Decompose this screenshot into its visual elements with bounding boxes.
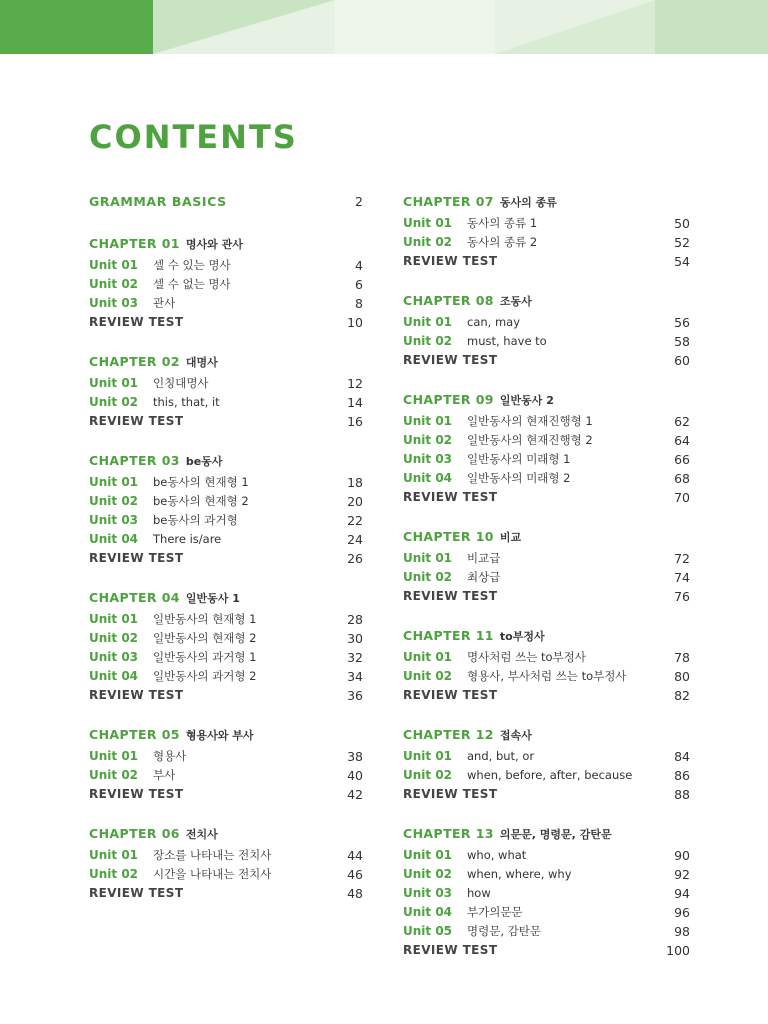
chapter-label: CHAPTER 12 — [403, 727, 494, 742]
chapter-heading[interactable] — [403, 822, 703, 846]
unit-title: 부사 — [153, 768, 176, 782]
page-number: 66 — [674, 452, 690, 467]
unit-label: Unit 02 — [403, 570, 453, 584]
page-number: 20 — [347, 494, 363, 509]
unit-title: 부가의문문 — [467, 905, 523, 919]
page-number: 42 — [347, 787, 363, 802]
unit-label: Unit 01 — [89, 749, 139, 763]
chapter-heading[interactable] — [89, 822, 369, 846]
unit-label: Unit 01 — [89, 612, 139, 626]
banner-dark-block — [0, 0, 153, 54]
unit-title: 시간을 나타내는 전치사 — [153, 867, 272, 881]
banner-shape — [495, 0, 655, 54]
review-test-row[interactable] — [403, 587, 703, 606]
unit-row[interactable] — [89, 256, 369, 275]
review-test-row[interactable] — [403, 785, 703, 804]
page-number: 24 — [347, 532, 363, 547]
unit-row[interactable] — [89, 629, 369, 648]
page-number: 58 — [674, 334, 690, 349]
unit-title: 일반동사의 과거형 2 — [153, 669, 257, 683]
unit-title: when, before, after, because — [467, 768, 633, 782]
page-number: 70 — [674, 490, 690, 505]
page-number: 12 — [347, 376, 363, 391]
chapter-block — [89, 350, 369, 431]
page-number: 52 — [674, 235, 690, 250]
review-test-row[interactable] — [89, 313, 369, 332]
chapter-title: 일반동사 1 — [185, 592, 240, 605]
unit-row[interactable] — [403, 313, 703, 332]
unit-row[interactable] — [403, 865, 703, 884]
chapter-label: CHAPTER 10 — [403, 529, 494, 544]
page-number: 2 — [355, 194, 363, 209]
chapter-label: CHAPTER 05 — [89, 727, 180, 742]
unit-label: Unit 03 — [403, 886, 453, 900]
chapter-label: CHAPTER 07 — [403, 194, 494, 209]
page-title: CONTENTS — [89, 118, 298, 156]
unit-label: Unit 01 — [403, 315, 453, 329]
chapter-title: 일반동사 2 — [499, 394, 554, 407]
unit-title: 셀 수 없는 명사 — [153, 277, 231, 291]
section-label: GRAMMAR BASICS — [89, 194, 227, 209]
unit-title: There is/are — [153, 532, 222, 546]
chapter-title: 대명사 — [185, 356, 218, 369]
chapter-title: 접속사 — [499, 729, 532, 742]
unit-title: and, but, or — [467, 749, 535, 763]
unit-row[interactable] — [89, 747, 369, 766]
unit-title: how — [467, 886, 491, 900]
unit-label: Unit 02 — [89, 631, 139, 645]
unit-label: Unit 04 — [89, 532, 139, 546]
chapter-title: 의문문, 명령문, 감탄문 — [499, 828, 612, 841]
review-test-label: REVIEW TEST — [89, 787, 184, 801]
unit-label: Unit 01 — [403, 749, 453, 763]
unit-row[interactable] — [403, 450, 703, 469]
unit-row[interactable] — [89, 374, 369, 393]
unit-label: Unit 03 — [403, 452, 453, 466]
review-test-label: REVIEW TEST — [403, 787, 498, 801]
unit-title: 일반동사의 현재형 1 — [153, 612, 257, 626]
unit-title: 비교급 — [467, 551, 501, 565]
chapter-label: CHAPTER 01 — [89, 236, 180, 251]
page-number: 54 — [674, 254, 690, 269]
chapter-title: to부정사 — [499, 630, 545, 643]
banner-shape — [153, 0, 335, 54]
unit-row[interactable] — [403, 903, 703, 922]
page-number: 30 — [347, 631, 363, 646]
unit-label: Unit 04 — [403, 905, 453, 919]
page-number: 72 — [674, 551, 690, 566]
page-number: 26 — [347, 551, 363, 566]
chapter-title: 전치사 — [185, 828, 218, 841]
unit-title: 일반동사의 과거형 1 — [153, 650, 257, 664]
chapter-label: CHAPTER 08 — [403, 293, 494, 308]
unit-title: 형용사, 부사처럼 쓰는 to부정사 — [467, 669, 627, 683]
toc-right-column — [403, 190, 703, 978]
review-test-row[interactable] — [89, 884, 369, 903]
unit-row[interactable] — [89, 648, 369, 667]
review-test-label: REVIEW TEST — [403, 490, 498, 504]
review-test-row[interactable] — [403, 941, 703, 960]
page-number: 46 — [347, 867, 363, 882]
page-number: 100 — [666, 943, 690, 958]
unit-label: Unit 02 — [89, 277, 139, 291]
review-test-row[interactable] — [403, 686, 703, 705]
page-number: 40 — [347, 768, 363, 783]
chapter-heading[interactable] — [89, 232, 369, 256]
chapter-title: 조동사 — [499, 295, 532, 308]
chapter-heading[interactable] — [403, 388, 703, 412]
page-number: 64 — [674, 433, 690, 448]
unit-label: Unit 04 — [403, 471, 453, 485]
chapter-block — [89, 586, 369, 705]
chapter-label: CHAPTER 13 — [403, 826, 494, 841]
page-number: 8 — [355, 296, 363, 311]
chapter-label: CHAPTER 11 — [403, 628, 494, 643]
chapter-block — [403, 624, 703, 705]
header-banner — [0, 0, 768, 54]
chapter-title: 형용사와 부사 — [185, 729, 254, 742]
unit-label: Unit 01 — [403, 650, 453, 664]
page-number: 92 — [674, 867, 690, 882]
page-number: 4 — [355, 258, 363, 273]
chapter-heading[interactable] — [89, 723, 369, 747]
toc-left-column — [89, 190, 369, 921]
review-test-label: REVIEW TEST — [403, 688, 498, 702]
unit-label: Unit 02 — [403, 768, 453, 782]
page-number: 34 — [347, 669, 363, 684]
unit-title: must, have to — [467, 334, 547, 348]
page-number: 48 — [347, 886, 363, 901]
review-test-row[interactable] — [403, 252, 703, 271]
unit-title: 동사의 종류 2 — [467, 235, 538, 249]
page-number: 16 — [347, 414, 363, 429]
unit-row[interactable] — [89, 667, 369, 686]
unit-title: be동사의 현재형 1 — [153, 475, 249, 489]
unit-title: 장소를 나타내는 전치사 — [153, 848, 272, 862]
unit-label: Unit 01 — [403, 414, 453, 428]
unit-row[interactable] — [403, 846, 703, 865]
unit-row[interactable] — [89, 846, 369, 865]
banner-shape — [655, 0, 768, 54]
chapter-label: CHAPTER 06 — [89, 826, 180, 841]
unit-title: 명사처럼 쓰는 to부정사 — [467, 650, 586, 664]
unit-label: Unit 02 — [403, 669, 453, 683]
review-test-row[interactable] — [89, 549, 369, 568]
unit-row[interactable] — [403, 332, 703, 351]
chapter-block — [403, 525, 703, 606]
unit-label: Unit 01 — [89, 848, 139, 862]
page-number: 44 — [347, 848, 363, 863]
chapter-heading[interactable] — [89, 586, 369, 610]
page-number: 62 — [674, 414, 690, 429]
chapter-block — [403, 723, 703, 804]
chapter-title: 동사의 종류 — [499, 196, 557, 209]
unit-row[interactable] — [89, 393, 369, 412]
review-test-label: REVIEW TEST — [89, 551, 184, 565]
unit-row[interactable] — [89, 275, 369, 294]
unit-label: Unit 02 — [89, 494, 139, 508]
grammar-basics-entry — [89, 190, 369, 214]
unit-row[interactable] — [403, 922, 703, 941]
unit-title: 일반동사의 현재형 2 — [153, 631, 257, 645]
unit-row[interactable] — [89, 511, 369, 530]
unit-title: 동사의 종류 1 — [467, 216, 538, 230]
page-number: 84 — [674, 749, 690, 764]
chapter-heading[interactable] — [403, 190, 703, 214]
unit-row[interactable] — [403, 233, 703, 252]
unit-label: Unit 05 — [403, 924, 453, 938]
unit-label: Unit 04 — [89, 669, 139, 683]
unit-row[interactable] — [403, 648, 703, 667]
unit-label: Unit 01 — [89, 376, 139, 390]
chapter-heading[interactable] — [89, 350, 369, 374]
unit-label: Unit 03 — [89, 296, 139, 310]
unit-row[interactable] — [89, 473, 369, 492]
chapter-label: CHAPTER 02 — [89, 354, 180, 369]
unit-label: Unit 01 — [89, 258, 139, 272]
page-number: 28 — [347, 612, 363, 627]
chapter-title: 명사와 관사 — [185, 238, 243, 251]
page-number: 80 — [674, 669, 690, 684]
unit-row[interactable] — [403, 568, 703, 587]
unit-row[interactable] — [89, 530, 369, 549]
unit-label: Unit 02 — [89, 768, 139, 782]
page-number: 56 — [674, 315, 690, 330]
unit-label: Unit 03 — [89, 650, 139, 664]
banner-shape — [335, 0, 495, 54]
page-number: 78 — [674, 650, 690, 665]
page-number: 50 — [674, 216, 690, 231]
unit-title: 일반동사의 미래형 2 — [467, 471, 571, 485]
chapter-heading[interactable] — [403, 525, 703, 549]
page-number: 90 — [674, 848, 690, 863]
review-test-label: REVIEW TEST — [89, 315, 184, 329]
chapter-label: CHAPTER 03 — [89, 453, 180, 468]
chapter-title: 비교 — [499, 531, 522, 544]
unit-title: can, may — [467, 315, 521, 329]
chapter-label: CHAPTER 04 — [89, 590, 180, 605]
toc-row[interactable] — [89, 190, 369, 214]
page-number: 10 — [347, 315, 363, 330]
unit-label: Unit 01 — [89, 475, 139, 489]
review-test-label: REVIEW TEST — [403, 254, 498, 268]
review-test-label: REVIEW TEST — [403, 943, 498, 957]
review-test-row[interactable] — [89, 686, 369, 705]
unit-title: 최상급 — [467, 570, 501, 584]
chapter-block — [89, 723, 369, 804]
review-test-row[interactable] — [403, 351, 703, 370]
unit-title: 형용사 — [153, 749, 187, 763]
unit-label: Unit 01 — [403, 551, 453, 565]
page-number: 96 — [674, 905, 690, 920]
page-number: 36 — [347, 688, 363, 703]
chapter-block — [403, 822, 703, 960]
unit-row[interactable] — [89, 294, 369, 313]
chapter-block — [403, 388, 703, 507]
unit-title: who, what — [467, 848, 527, 862]
unit-row[interactable] — [403, 412, 703, 431]
review-test-row[interactable] — [89, 785, 369, 804]
page-number: 32 — [347, 650, 363, 665]
unit-row[interactable] — [89, 865, 369, 884]
chapter-block — [89, 822, 369, 903]
page-number: 60 — [674, 353, 690, 368]
unit-title: 일반동사의 현재진행형 2 — [467, 433, 593, 447]
chapter-label: CHAPTER 09 — [403, 392, 494, 407]
unit-row[interactable] — [403, 469, 703, 488]
unit-label: Unit 02 — [89, 395, 139, 409]
unit-title: 관사 — [153, 296, 176, 310]
unit-title: 명령문, 감탄문 — [467, 924, 541, 938]
page-number: 76 — [674, 589, 690, 604]
unit-title: when, where, why — [467, 867, 572, 881]
unit-row[interactable] — [403, 431, 703, 450]
unit-title: 인칭대명사 — [153, 376, 209, 390]
page-number: 6 — [355, 277, 363, 292]
unit-row[interactable] — [403, 766, 703, 785]
chapter-heading[interactable] — [403, 624, 703, 648]
unit-row[interactable] — [403, 667, 703, 686]
unit-title: be동사의 과거형 — [153, 513, 238, 527]
unit-row[interactable] — [403, 549, 703, 568]
review-test-label: REVIEW TEST — [403, 589, 498, 603]
page-number: 98 — [674, 924, 690, 939]
unit-label: Unit 03 — [89, 513, 139, 527]
page-number: 94 — [674, 886, 690, 901]
unit-label: Unit 02 — [403, 867, 453, 881]
page-number: 18 — [347, 475, 363, 490]
unit-label: Unit 01 — [403, 848, 453, 862]
review-test-label: REVIEW TEST — [89, 688, 184, 702]
chapter-heading[interactable] — [89, 449, 369, 473]
chapter-block — [89, 449, 369, 568]
unit-row[interactable] — [89, 766, 369, 785]
page-number: 86 — [674, 768, 690, 783]
chapter-block — [403, 190, 703, 271]
review-test-row[interactable] — [89, 412, 369, 431]
unit-row[interactable] — [403, 214, 703, 233]
review-test-row[interactable] — [403, 488, 703, 507]
page-number: 74 — [674, 570, 690, 585]
page-number: 14 — [347, 395, 363, 410]
chapter-heading[interactable] — [403, 289, 703, 313]
unit-row[interactable] — [403, 747, 703, 766]
review-test-label: REVIEW TEST — [403, 353, 498, 367]
chapter-heading[interactable] — [403, 723, 703, 747]
review-test-label: REVIEW TEST — [89, 414, 184, 428]
unit-title: be동사의 현재형 2 — [153, 494, 249, 508]
unit-title: 셀 수 있는 명사 — [153, 258, 231, 272]
unit-title: this, that, it — [153, 395, 220, 409]
chapter-title: be동사 — [185, 455, 223, 468]
unit-label: Unit 02 — [403, 433, 453, 447]
unit-row[interactable] — [89, 492, 369, 511]
chapter-block — [89, 232, 369, 332]
page-number: 88 — [674, 787, 690, 802]
unit-title: 일반동사의 현재진행형 1 — [467, 414, 593, 428]
page-number: 68 — [674, 471, 690, 486]
unit-label: Unit 02 — [403, 235, 453, 249]
unit-label: Unit 01 — [403, 216, 453, 230]
page-number: 38 — [347, 749, 363, 764]
page-number: 22 — [347, 513, 363, 528]
unit-label: Unit 02 — [89, 867, 139, 881]
page-number: 82 — [674, 688, 690, 703]
unit-label: Unit 02 — [403, 334, 453, 348]
chapter-block — [403, 289, 703, 370]
review-test-label: REVIEW TEST — [89, 886, 184, 900]
unit-row[interactable] — [89, 610, 369, 629]
unit-title: 일반동사의 미래형 1 — [467, 452, 571, 466]
unit-row[interactable] — [403, 884, 703, 903]
